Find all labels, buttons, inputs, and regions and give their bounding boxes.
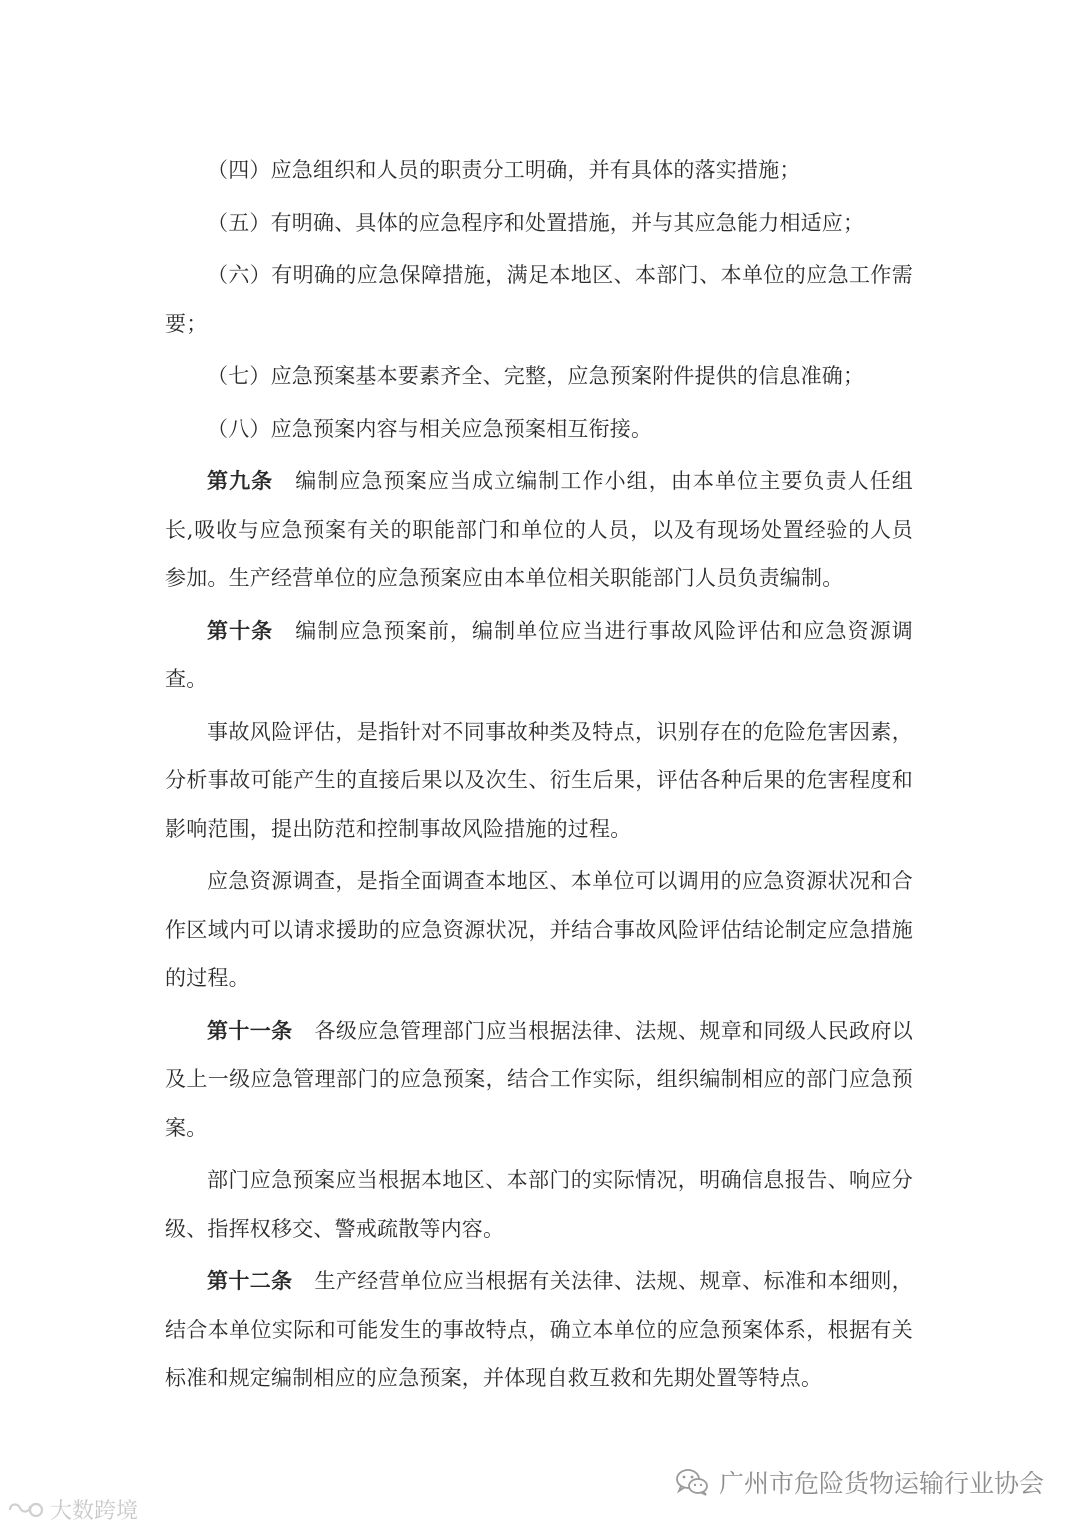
paragraph-text: 编制应急预案应当成立编制工作小组，由本单位主要负责人任组长,吸收与应急预案有关的职能部门和单位的人员，以及有现场处置经验的人员参加。生产经营单位的应急预案应由本单位相关职能部门人员负责编制。 [165, 469, 913, 590]
paragraph-text: 部门应急预案应当根据本地区、本部门的实际情况，明确信息报告、响应分级、指挥权移交、警戒疏散等内容。 [165, 1168, 913, 1241]
wechat-icon [675, 1467, 709, 1497]
paragraph-6 [165, 251, 913, 348]
article-12 [165, 1257, 913, 1403]
watermark-account-name: 广州市危险货物运输行业协会 [718, 1469, 1044, 1498]
paragraph-text: （六）有明确的应急保障措施，满足本地区、本部门、本单位的应急工作需要； [165, 263, 913, 336]
watermark-site-name: 大数跨境 [50, 1499, 139, 1524]
paragraph-text: 生产经营单位应当根据有关法律、法规、规章、标准和本细则，结合本单位实际和可能发生的事故特点，确立本单位的应急预案体系，根据有关标准和规定编制相应的应急预案，并体现自救互救和先期处置等特点。 [165, 1269, 913, 1390]
article-heading: 第十条 [207, 618, 274, 643]
wechat-watermark [675, 1466, 1044, 1498]
document-body [165, 146, 913, 1407]
site-watermark [6, 1494, 138, 1525]
article-9 [165, 457, 913, 603]
paragraph-text: （四）应急组织和人员的职责分工明确，并有具体的落实措施； [207, 158, 801, 182]
resource-survey-paragraph [165, 857, 913, 1003]
paragraph-4 [165, 146, 913, 195]
paragraph-text: 编制应急预案前，编制单位应当进行事故风险评估和应急资源调查。 [165, 618, 913, 691]
logo-icon [6, 1498, 46, 1522]
paragraph-5 [165, 199, 913, 248]
article-heading: 第十一条 [207, 1018, 293, 1043]
risk-assessment-paragraph [165, 708, 913, 854]
paragraph-8 [165, 405, 913, 454]
article-heading: 第九条 [207, 469, 274, 493]
paragraph-text: （七）应急预案基本要素齐全、完整，应急预案附件提供的信息准确； [207, 364, 865, 388]
paragraph-text: 事故风险评估，是指针对不同事故种类及特点，识别存在的危险危害因素，分析事故可能产生的直接后果以及次生、衍生后果，评估各种后果的危害程度和影响范围，提出防范和控制事故风险措施的过程。 [165, 719, 913, 841]
article-heading: 第十二条 [207, 1269, 293, 1293]
paragraph-text: 各级应急管理部门应当根据法律、法规、规章和同级人民政府以及上一级应急管理部门的应急预案，结合工作实际，组织编制相应的部门应急预案。 [165, 1018, 913, 1140]
article-11 [165, 1007, 913, 1153]
article-10 [165, 607, 913, 704]
paragraph-text: （八）应急预案内容与相关应急预案相互衔接。 [207, 416, 653, 441]
paragraph-7 [165, 352, 913, 401]
paragraph-text: 应急资源调查，是指全面调查本地区、本单位可以调用的应急资源状况和合作区域内可以请求援助的应急资源状况，并结合事故风险评估结论制定应急措施的过程。 [165, 869, 913, 990]
department-plan-paragraph [165, 1156, 913, 1253]
paragraph-text: （五）有明确、具体的应急程序和处置措施，并与其应急能力相适应； [207, 210, 865, 235]
